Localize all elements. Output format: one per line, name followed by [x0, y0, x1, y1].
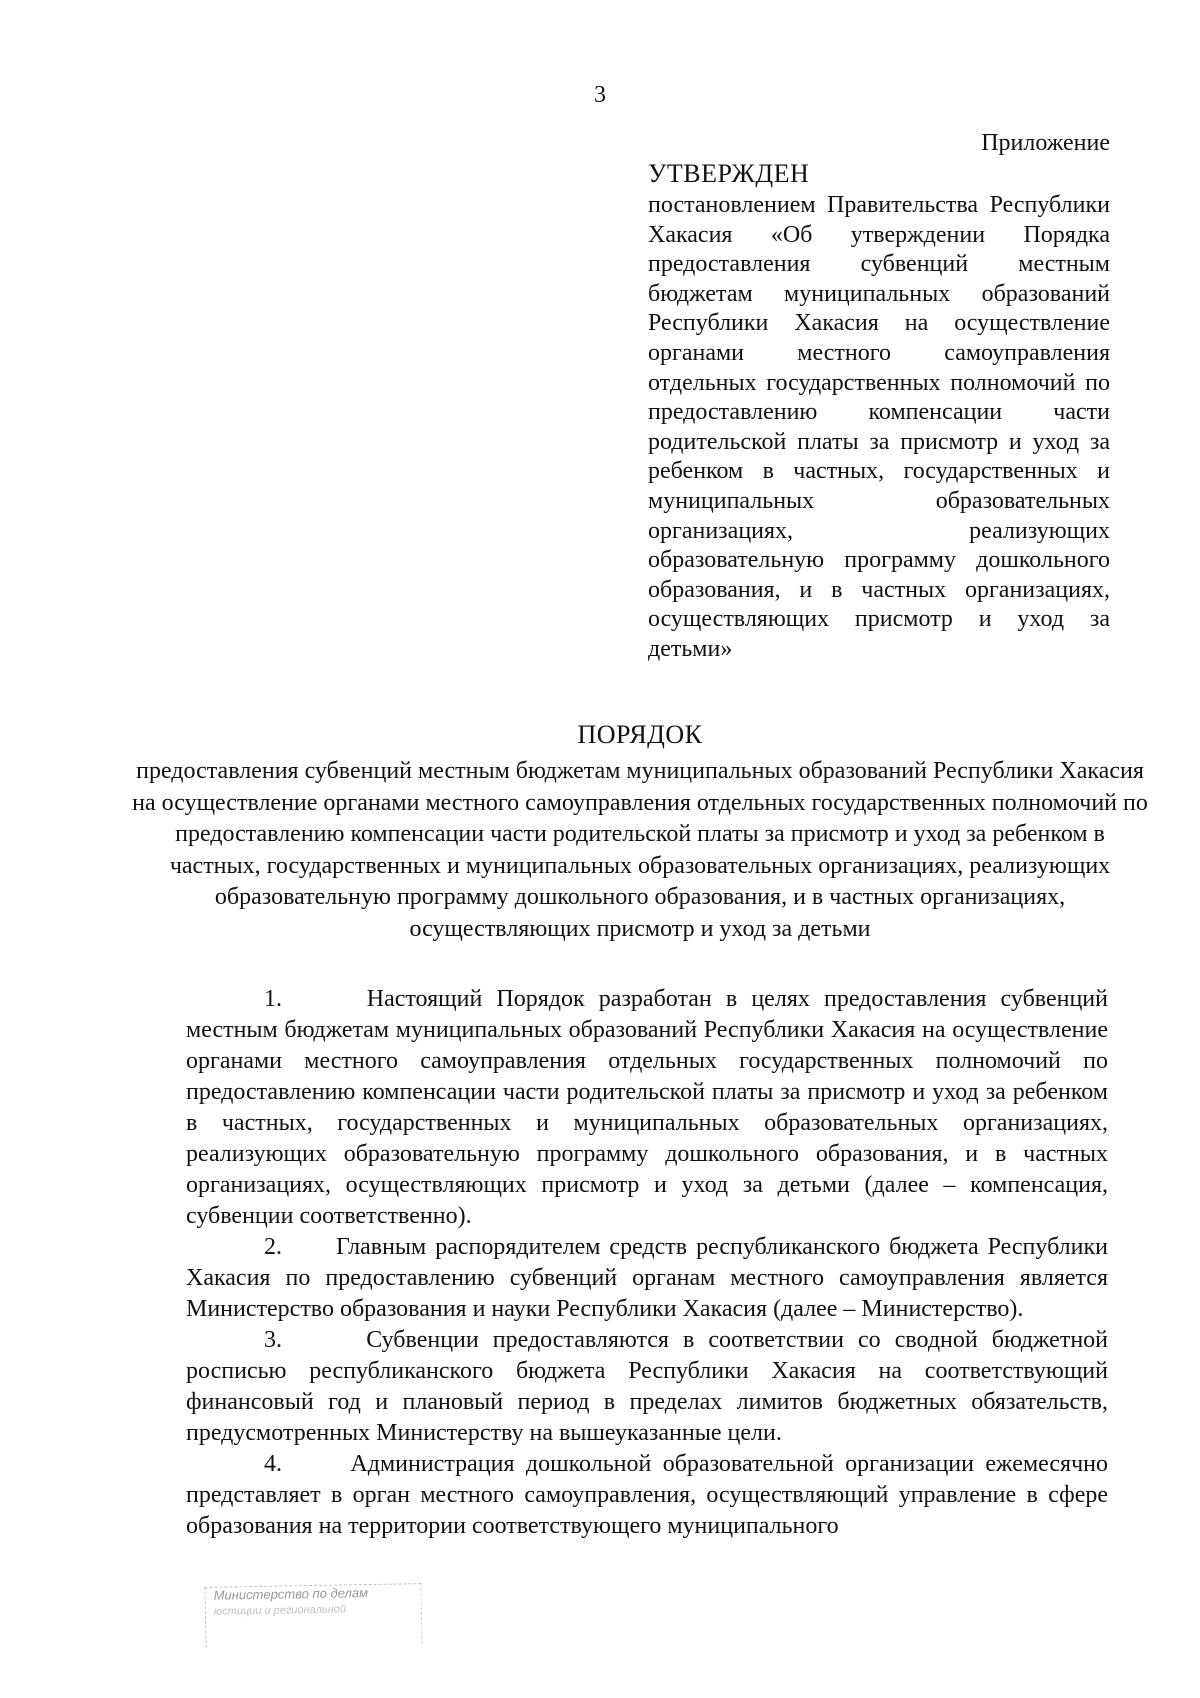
paragraph-2: 2. Главным распорядителем средств республиканского бюджета Республики Хакасия по предоставлению субвенций органам местного самоуправления является Министерство образования и науки Республики Хакасия (далее – Министерство).: [186, 1234, 1108, 1322]
document-subtitle: предоставления субвенций местным бюджетам муниципальных образований Республики Хакасия на осуществление органами местного самоуправления отдельных государственных полномочий по предоставлению компенсации части родительской платы за присмотр и уход за ребенком в частных, государственных и муниципальных образовательных организациях, реализующих образовательную программу дошкольного образования, и в частных организациях, осуществляющих присмотр и уход за детьми: [132, 758, 1148, 942]
paragraph-1: 1. Настоящий Порядок разработан в целях предоставления субвенций местным бюджетам муниципальных образований Республики Хакасия на осуществление органами местного самоуправления отдельных государственных полномочий по предоставлению компенсации части родительской платы за присмотр и уход за ребенком в частных, государственных и муниципальных образовательных организациях, реализующих образовательную программу дошкольного образования, и в частных организациях, осуществляющих присмотр и уход за детьми (далее – компенсация, субвенции соответственно).: [186, 986, 1108, 1229]
registration-stamp: [204, 1583, 422, 1648]
stamp-line-1: Министерство по делам: [213, 1585, 369, 1603]
document-title: ПОРЯДОК: [577, 720, 703, 749]
approval-text: постановлением Правительства Республики Хакасия «Об утверждении Порядка предоставления субвенций местным бюджетам муниципальных образований Республики Хакасия на осуществление органами местного самоуправления отдельных государственных полномочий по предоставлению компенсации части родительской платы за присмотр и уход за ребенком в частных, государственных и муниципальных образовательных организациях, реализующих образовательную программу дошкольного образования, и в частных организациях, осуществляющих присмотр и уход за детьми»: [648, 192, 1110, 662]
document-body: [186, 984, 1108, 1542]
approved-label: УТВЕРЖДЕН: [648, 159, 810, 188]
appendix-label: Приложение: [981, 130, 1110, 156]
approval-block: [648, 127, 1110, 665]
paragraph-4: 4. Администрация дошкольной образовательной организации ежемесячно представляет в орган местного самоуправления, осуществляющий управление в сфере образования на территории соответствующего муниципального: [186, 1451, 1108, 1539]
document-title-block: [130, 718, 1150, 945]
stamp-line-2: юстиции и региональной: [213, 1603, 347, 1618]
page-number: 3: [594, 82, 606, 108]
paragraph-3: 3. Субвенции предоставляются в соответствии со сводной бюджетной росписью республиканского бюджета Республики Хакасия на соответствующий финансовый год и плановый период в пределах лимитов бюджетных обязательств, предусмотренных Министерству на вышеуказанные цели.: [186, 1327, 1108, 1446]
